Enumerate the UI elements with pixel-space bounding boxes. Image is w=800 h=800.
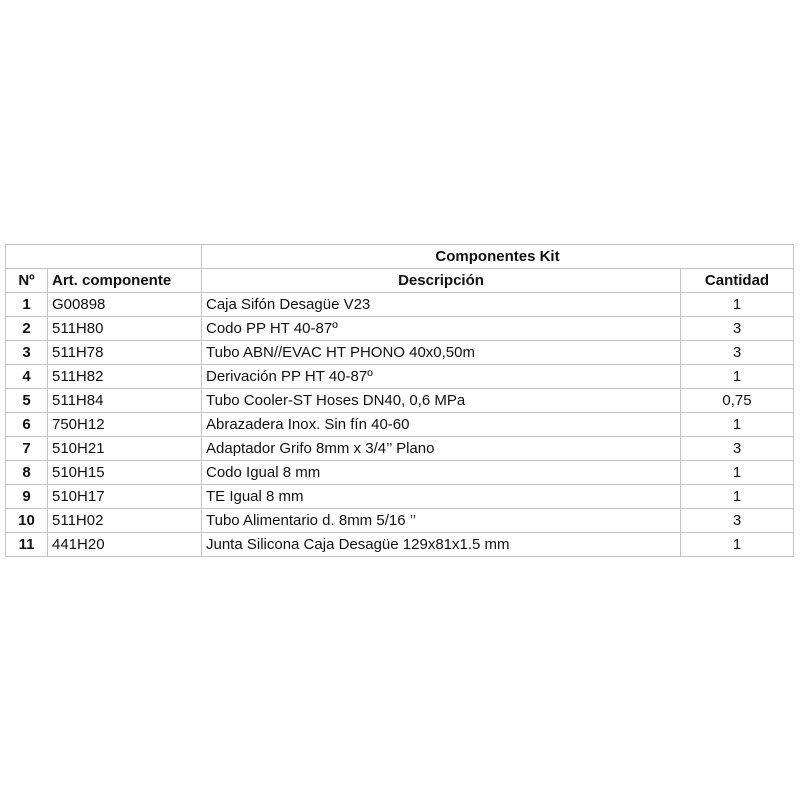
row-qty-cell: 1 bbox=[681, 365, 794, 389]
row-desc-cell: Adaptador Grifo 8mm x 3/4’’ Plano bbox=[202, 437, 681, 461]
row-num-cell: 11 bbox=[6, 533, 48, 557]
row-desc-cell: Derivación PP HT 40-87º bbox=[202, 365, 681, 389]
header-num: Nº bbox=[6, 269, 48, 293]
row-desc-cell: Abrazadera Inox. Sin fín 40-60 bbox=[202, 413, 681, 437]
row-num-cell: 7 bbox=[6, 437, 48, 461]
row-num-cell: 4 bbox=[6, 365, 48, 389]
table-row bbox=[6, 341, 794, 365]
row-qty-cell: 1 bbox=[681, 485, 794, 509]
row-desc-cell: Codo PP HT 40-87º bbox=[202, 317, 681, 341]
row-desc-cell: Junta Silicona Caja Desagüe 129x81x1.5 mm bbox=[202, 533, 681, 557]
row-num-cell: 1 bbox=[6, 293, 48, 317]
row-qty-cell: 1 bbox=[681, 533, 794, 557]
row-num-cell: 2 bbox=[6, 317, 48, 341]
row-art-cell: 511H80 bbox=[48, 317, 202, 341]
row-art-cell: 750H12 bbox=[48, 413, 202, 437]
row-art-cell: 511H02 bbox=[48, 509, 202, 533]
table-row bbox=[6, 293, 794, 317]
table-row bbox=[6, 461, 794, 485]
row-qty-cell: 0,75 bbox=[681, 389, 794, 413]
table-row bbox=[6, 365, 794, 389]
row-num-cell: 3 bbox=[6, 341, 48, 365]
row-num-cell: 10 bbox=[6, 509, 48, 533]
header-art: Art. componente bbox=[48, 269, 202, 293]
row-art-cell: G00898 bbox=[48, 293, 202, 317]
row-qty-cell: 1 bbox=[681, 293, 794, 317]
row-desc-cell: Tubo ABN//EVAC HT PHONO 40x0,50m bbox=[202, 341, 681, 365]
table-row bbox=[6, 533, 794, 557]
header-desc: Descripción bbox=[202, 269, 681, 293]
row-qty-cell: 1 bbox=[681, 413, 794, 437]
row-desc-cell: Codo Igual 8 mm bbox=[202, 461, 681, 485]
table-row bbox=[6, 389, 794, 413]
header-qty: Cantidad bbox=[681, 269, 794, 293]
row-art-cell: 510H15 bbox=[48, 461, 202, 485]
row-art-cell: 511H84 bbox=[48, 389, 202, 413]
row-num-cell: 5 bbox=[6, 389, 48, 413]
row-desc-cell: TE Igual 8 mm bbox=[202, 485, 681, 509]
row-art-cell: 510H21 bbox=[48, 437, 202, 461]
table-row bbox=[6, 437, 794, 461]
table-title: Componentes Kit bbox=[202, 245, 794, 269]
components-table bbox=[5, 244, 794, 557]
row-desc-cell: Tubo Cooler-ST Hoses DN40, 0,6 MPa bbox=[202, 389, 681, 413]
row-qty-cell: 3 bbox=[681, 341, 794, 365]
title-row bbox=[6, 245, 794, 269]
row-num-cell: 9 bbox=[6, 485, 48, 509]
table-row bbox=[6, 317, 794, 341]
row-art-cell: 511H82 bbox=[48, 365, 202, 389]
row-desc-cell: Caja Sifón Desagüe V23 bbox=[202, 293, 681, 317]
row-qty-cell: 1 bbox=[681, 461, 794, 485]
table-row bbox=[6, 509, 794, 533]
row-art-cell: 510H17 bbox=[48, 485, 202, 509]
row-qty-cell: 3 bbox=[681, 437, 794, 461]
row-art-cell: 441H20 bbox=[48, 533, 202, 557]
row-num-cell: 8 bbox=[6, 461, 48, 485]
table-row bbox=[6, 485, 794, 509]
row-qty-cell: 3 bbox=[681, 317, 794, 341]
row-desc-cell: Tubo Alimentario d. 8mm 5/16 ’’ bbox=[202, 509, 681, 533]
row-qty-cell: 3 bbox=[681, 509, 794, 533]
table-body bbox=[6, 293, 794, 557]
table-row bbox=[6, 413, 794, 437]
title-blank-cell bbox=[6, 245, 202, 269]
header-row bbox=[6, 269, 794, 293]
row-art-cell: 511H78 bbox=[48, 341, 202, 365]
row-num-cell: 6 bbox=[6, 413, 48, 437]
